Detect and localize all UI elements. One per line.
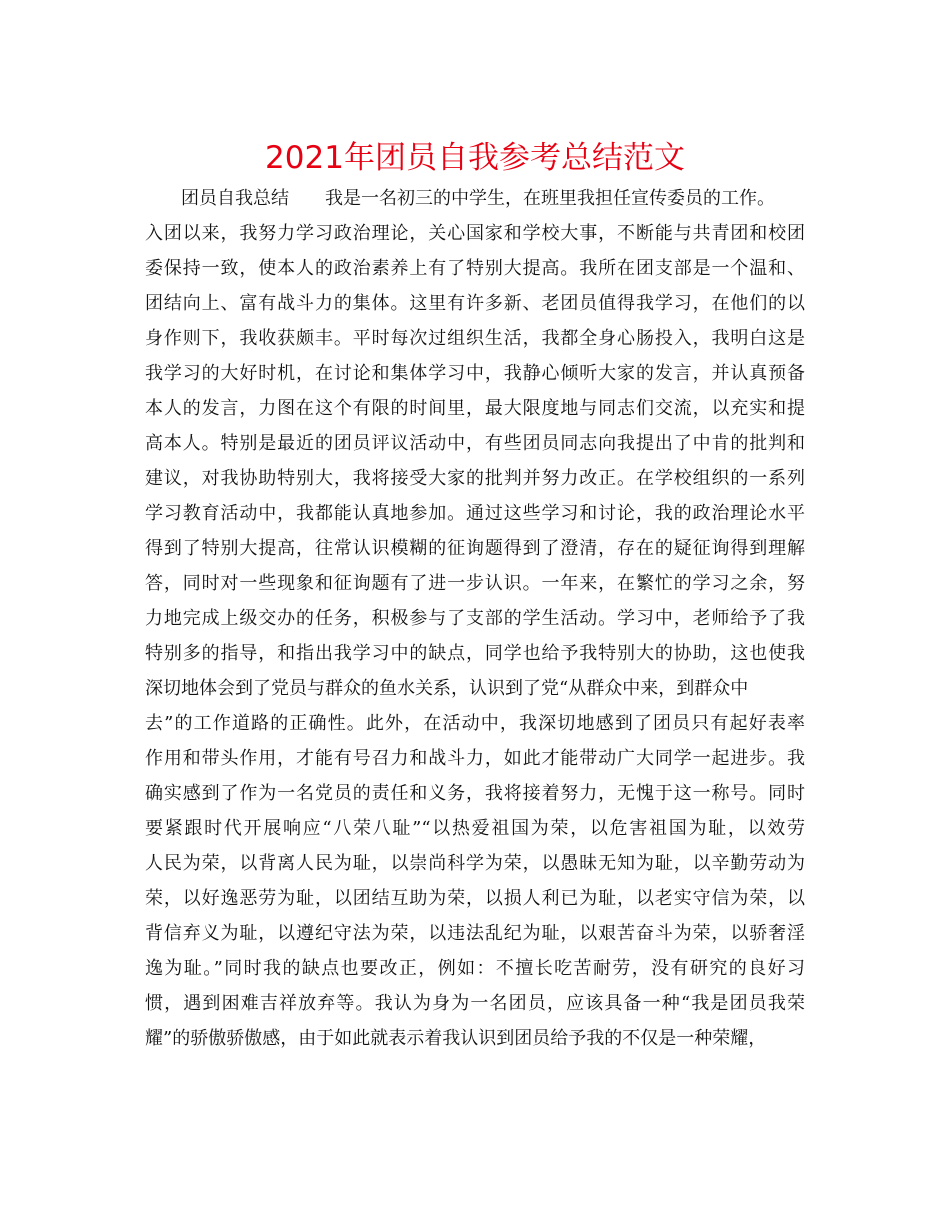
document-body (145, 181, 805, 1056)
body-line: 得到了特别大提高，往常认识模糊的征询题得到了澄清，存在的疑征询得到理解 (145, 538, 805, 559)
body-line: 人民为荣，以背离人民为耻，以崇尚科学为荣，以愚昧无知为耻，以辛勤劳动为 (145, 853, 805, 874)
body-line: 委保持一致，使本人的政治素养上有了特别大提高。我所在团支部是一个温和、 (145, 258, 805, 279)
body-line: 荣，以好逸恶劳为耻，以团结互助为荣，以损人利已为耻，以老实守信为荣，以 (145, 888, 805, 909)
body-line: 身作则下，我收获颇丰。平时每次过组织生活，我都全身心肠投入，我明白这是 (145, 328, 805, 349)
body-line: 团结向上、富有战斗力的集体。这里有许多新、老团员值得我学习，在他们的以 (145, 293, 805, 314)
body-line: 背信弃义为耻，以遵纪守法为荣，以违法乱纪为耻，以艰苦奋斗为荣，以骄奢淫 (145, 923, 805, 944)
body-line: 本人的发言，力图在这个有限的时间里，最大限度地与同志们交流，以充实和提 (145, 398, 805, 419)
body-line: 确实感到了作为一名党员的责任和义务，我将接着努力，无愧于这一称号。同时 (145, 783, 805, 804)
body-line: 建议，对我协助特别大，我将接受大家的批判并努力改正。在学校组织的一系列 (145, 468, 805, 489)
body-line: 作用和带头作用，才能有号召力和战斗力，如此才能带动广大同学一起进步。我 (145, 748, 805, 769)
body-line: 入团以来，我努力学习政治理论，关心国家和学校大事，不断能与共青团和校团 (145, 223, 805, 244)
document-title: 2021年团员自我参考总结范文 (265, 140, 685, 176)
body-line: 深切地体会到了党员与群众的鱼水关系，认识到了党“从群众中来，到群众中 (145, 678, 749, 699)
body-line: 要紧跟时代开展响应“八荣八耻”“以热爱祖国为荣，以危害祖国为耻，以效劳 (145, 818, 805, 839)
body-line: 耀”的骄傲骄傲感，由于如此就表示着我认识到团员给予我的不仅是一种荣耀， (145, 1028, 767, 1049)
body-line: 团员自我总结 我是一名初三的中学生，在班里我担任宣传委员的工作。 (181, 188, 775, 209)
body-line: 力地完成上级交办的任务，积极参与了支部的学生活动。学习中，老师给予了我 (145, 608, 805, 629)
body-line: 去”的工作道路的正确性。此外，在活动中，我深切地感到了团员只有起好表率 (145, 713, 805, 734)
body-line: 我学习的大好时机，在讨论和集体学习中，我静心倾听大家的发言，并认真预备 (145, 363, 805, 384)
body-line: 逸为耻。”同时我的缺点也要改正，例如：不擅长吃苦耐劳，没有研究的良好习 (145, 958, 805, 979)
body-line: 特别多的指导，和指出我学习中的缺点，同学也给予我特别大的协助，这也使我 (145, 643, 805, 664)
body-line: 答，同时对一些现象和征询题有了进一步认识。一年来，在繁忙的学习之余，努 (145, 573, 805, 594)
body-line: 学习教育活动中，我都能认真地参加。通过这些学习和讨论，我的政治理论水平 (145, 503, 805, 524)
body-line: 高本人。特别是最近的团员评议活动中，有些团员同志向我提出了中肯的批判和 (145, 433, 805, 454)
body-line: 惯，遇到困难吉祥放弃等。我认为身为一名团员，应该具备一种“我是团员我荣 (145, 993, 805, 1014)
